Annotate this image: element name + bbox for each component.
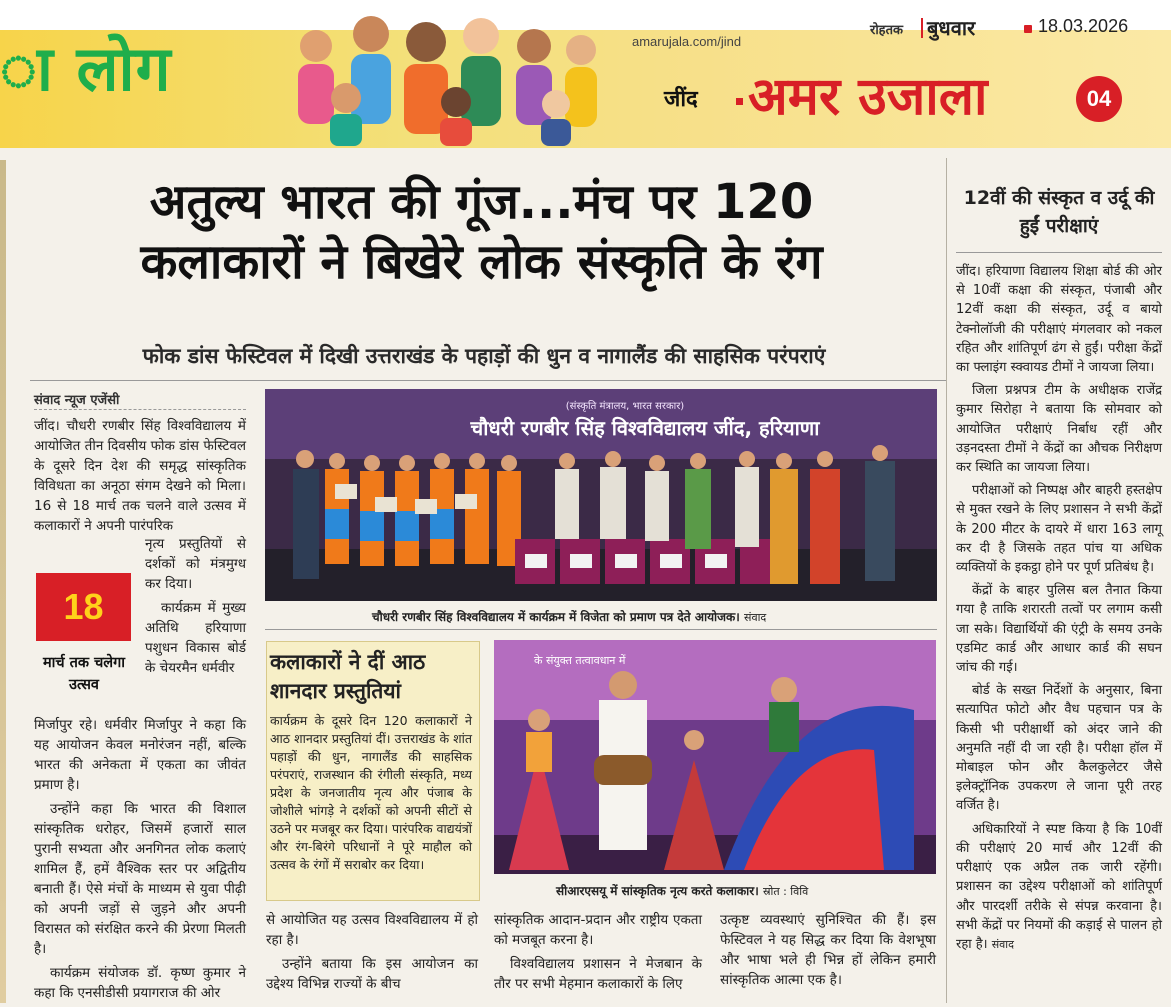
- sub-headline: फोक डांस फेस्टिवल में दिखी उत्तराखंड के पहाड़ों की धुन व नागालैंड की साहसिक परंपराएं: [142, 344, 826, 368]
- article-col-3: [494, 910, 702, 998]
- right-headline: 12वीं की संस्कृत व उर्दू की हुईं परीक्षाएं: [963, 187, 1155, 237]
- brand-logo: अमर उजाला: [748, 67, 988, 127]
- caption-text: सीआरएसयू में सांस्कृतिक नृत्य करते कलाकार।: [556, 884, 759, 898]
- paragraph: विश्वविद्यालय प्रशासन ने मेजबान के तौर पर सभी मेहमान कलाकारों के लिए: [494, 956, 702, 992]
- headline-line-2: कलाकारों ने बिखेरे लोक संस्कृति के रंग: [140, 234, 823, 290]
- paragraph: परीक्षाओं को निष्पक्ष और बाहरी हस्तक्षेप से मुक्त रखने के लिए प्रशासन ने सभी केंद्रों के 200 मीटर के दायरे में धारा 163 लागू कर दी है जिसके तहत पांच या अधिक व्यक्तियों के इकट्ठा होने पर पूर्ण प्रतिबंध है।: [956, 483, 1162, 576]
- masthead-date: 18.03.2026: [1038, 16, 1129, 36]
- paragraph: [956, 820, 1162, 954]
- masthead-date-dot: [1024, 25, 1032, 33]
- right-article: [956, 262, 1162, 958]
- box-body: कार्यक्रम के दूसरे दिन 120 कलाकारों ने आठ शानदार प्रस्तुतियां दीं। उत्तराखंड के शांत पहाड़ों की धुन, नागालैंड की साहसिक परंपराएं, राजस्थान की रंगीली संस्कृति, मध्य प्रदेश के जनजातीय नृत्य और पंजाब के जोशीले भांगड़े ने दर्शकों को अपनी सीटों से उठने पर मजबूर कर दिया। पारंपरिक वाद्ययंत्रों और रंग-बिरंगे परिधानों ने पूरे माहौल को उत्सव के रंगों में सराबोर कर दिया।: [270, 713, 472, 872]
- photo2-caption: [556, 882, 936, 899]
- photo1-banner-sub: (संस्कृति मंत्रालय, भारत सरकार): [565, 401, 685, 412]
- paragraph: उन्होंने कहा कि भारत की विशाल सांस्कृतिक धरोहर, जिसमें हजारों साल पुरानी सभ्यता और अनगिनत लोक कलाएं शामिल हैं, हमें वैश्विक स्तर पर अद्वितीय बनाती हैं। ऐसे मंचों के माध्यम से युवा पीढ़ी को अपनी जड़ों से जुड़ने और अपनी विरासत को संरक्षित करने की प्रेरणा मिलती है।: [34, 801, 246, 957]
- award-ceremony-photo: [265, 389, 937, 601]
- section-logo: ा लोग: [0, 32, 172, 105]
- article-col-4: [720, 910, 936, 994]
- brand-dot: [736, 98, 743, 105]
- photo2-banner: के संयुक्त तत्वावधान में: [534, 654, 626, 667]
- masthead: [0, 0, 1171, 148]
- caption-text: चौधरी रणबीर सिंह विश्वविद्यालय में कार्यक्रम में विजेता को प्रमाण पत्र देते आयोजक।: [372, 610, 740, 624]
- paragraph: नृत्य प्रस्तुतियों से दर्शकों को मंत्रमुग्ध कर दिया।: [145, 536, 246, 592]
- paragraph: उत्कृष्ट व्यवस्थाएं सुनिश्चित की हैं। इस फेस्टिवल ने यह सिद्ध कर दिया कि वेशभूषा और भाषा भले ही भिन्न हों लेकिन हमारी सांस्कृतिक आत्मा एक है।: [720, 912, 936, 988]
- byline: संवाद न्यूज एजेंसी: [34, 393, 120, 408]
- masthead-url: amarujala.com/jind: [632, 34, 742, 49]
- article-col-2: [266, 910, 478, 998]
- paragraph: जींद। हरियाणा विद्यालय शिक्षा बोर्ड की ओर से 10वीं कक्षा की संस्कृत, पंजाबी और 12वीं कक्षा की संस्कृत, उर्दू व बायो टेक्नोलॉजी की परीक्षाएं मंगलवार को नकल रहित और शांतिपूर्ण ढंग से हुईं। परीक्षा केंद्रों का फ्लाइंग स्क्वायड टीमों ने जायजा लिया।: [956, 264, 1162, 376]
- subhead-rule: [30, 380, 946, 381]
- paragraph-text: अधिकारियों ने स्पष्ट किया है कि 10वीं की परीक्षाएं 20 मार्च और 12वीं की परीक्षाएं एक अप्रैल तक जारी रहेंगी। प्रशासन का उद्देश्य परीक्षाओं को शांतिपूर्ण और पारदर्शी तरीके से संपन्न करवाना है। सभी केंद्रों पर नियमों की कड़ाई से पालन हो रहा है।: [956, 821, 1162, 952]
- paragraph: बोर्ड के सख्त निर्देशों के अनुसार, बिना सत्यापित फोटो और वैध पहचान पत्र के किसी भी परीक्षार्थी को अंदर जाने की अनुमति नहीं दी जा रही है। परीक्षा हॉल में मोबाइल फोन और कैलकुलेटर जैसे इलेक्ट्रॉनिक उपकरण ले जाना पूरी तरह वर्जित है।: [956, 683, 1162, 814]
- photo1-banner-main: चौधरी रणबीर सिंह विश्वविद्यालय जींद, हरियाणा: [470, 416, 820, 440]
- caption-credit: स्रोत : विवि: [762, 885, 809, 898]
- byline-rule: [34, 409, 246, 411]
- date-badge: 18: [36, 573, 131, 641]
- paragraph: केंद्रों के बाहर पुलिस बल तैनात किया गया है ताकि शरारती तत्वों पर लगाम कसी जा सके। विद्यार्थियों की एंट्री के समय उनके एडमिट कार्ड और आधार कार्ड की सघन जांच की गई।: [956, 583, 1162, 676]
- article-col-1c: [34, 715, 246, 1007]
- right-credit: संवाद: [991, 937, 1014, 951]
- paragraph: कार्यक्रम में मुख्य अतिथि हरियाणा पशुधन विकास बोर्ड के चेयरमैन धर्मवीर: [145, 600, 246, 676]
- paragraph: जींद। चौधरी रणबीर सिंह विश्वविद्यालय में आयोजित तीन दिवसीय फोक डांस फेस्टिवल के दूसरे दिन देश की समृद्ध सांस्कृतिक विविधता का अनूठा संगम देखने को मिला। 16 से 18 मार्च तक चलने वाले उत्सव में कलाकारों ने अपनी पारंपरिक: [34, 418, 246, 534]
- paragraph: उन्होंने बताया कि इस आयोजन का उद्देश्य विभिन्न राज्यों के बीच: [266, 956, 478, 992]
- paragraph: से आयोजित यह उत्सव विश्वविद्यालय में हो रहा है।: [266, 912, 478, 948]
- paragraph: कार्यक्रम संयोजक डॉ. कृष्ण कुमार ने कहा कि एनसीडीसी प्रयागराज की ओर: [34, 965, 246, 1001]
- masthead-city-top: रोहतक: [870, 23, 903, 38]
- masthead-day: बुधवार: [927, 16, 976, 40]
- main-headline: [14, 172, 949, 292]
- left-edge-stripe: [0, 160, 6, 1003]
- headline-line-1: अतुल्य भारत की गूंज...मंच पर 120: [149, 174, 814, 230]
- photo-rule: [265, 629, 937, 630]
- article-col-1b: [145, 534, 246, 682]
- masthead-city: जींद: [664, 87, 698, 112]
- badge-caption: मार्च तक चलेगा उत्सव: [42, 655, 126, 693]
- people-illustration: [276, 6, 606, 146]
- paragraph: जिला प्रश्नपत्र टीम के अधीक्षक राजेंद्र कुमार सिरोहा ने बताया कि सोमवार को आयोजित परीक्षाएं निर्बाध रहीं और उड़नदस्ता टीमों ने केंद्रों का औचक निरीक्षण कर स्थिति का जायजा लिया।: [956, 383, 1162, 476]
- box-title: कलाकारों ने दीं आठ शानदार प्रस्तुतियां: [270, 650, 426, 703]
- dance-performance-photo: [494, 640, 936, 874]
- masthead-divider: [921, 18, 923, 38]
- article-col-1a: [34, 416, 246, 536]
- page-number: 04: [1076, 76, 1122, 122]
- paragraph: मिर्जापुर रहे। धर्मवीर मिर्जापुर ने कहा कि यह आयोजन केवल मनोरंजन नहीं, बल्कि भारत की अनेकता में एकता का जीवंत प्रमाण है।: [34, 717, 246, 793]
- photo1-caption: [372, 608, 932, 625]
- paragraph: सांस्कृतिक आदान-प्रदान और राष्ट्रीय एकता को मजबूत करना है।: [494, 912, 702, 948]
- caption-credit: संवाद: [744, 611, 767, 624]
- right-rule: [956, 252, 1162, 253]
